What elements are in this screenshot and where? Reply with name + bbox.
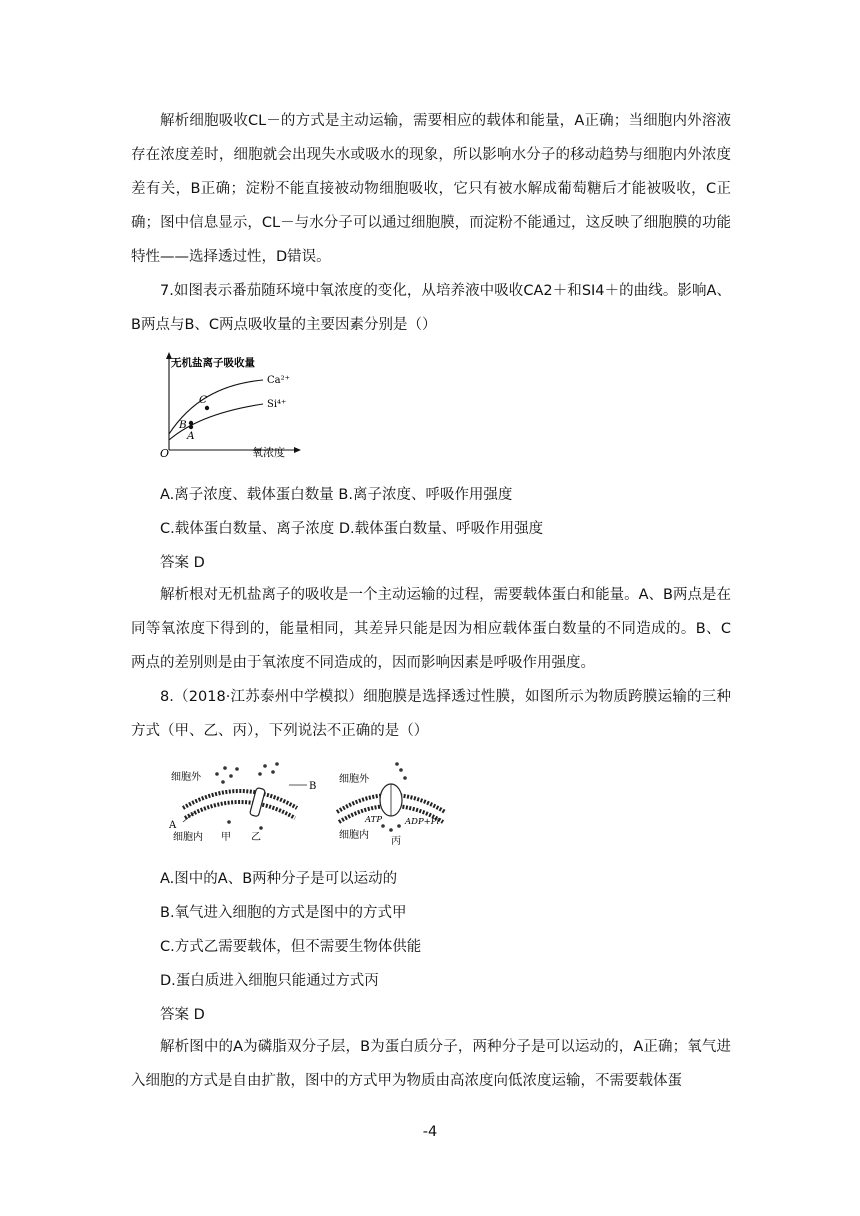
label-adp: ADP+Pi (405, 817, 440, 827)
origin-label: O (160, 447, 170, 460)
q8-membrane-transport-figure (165, 760, 465, 852)
page-number: -4 (422, 1124, 438, 1140)
channel-protein (250, 787, 266, 816)
q8-option-c: C.方式乙需要载体，但不需要生物体供能 (160, 939, 422, 955)
label-atp: ATP (365, 815, 383, 825)
q7-answer: 答案 D (160, 555, 205, 571)
left-molecules (215, 762, 279, 830)
q7-options-line-2: C.载体蛋白数量、离子浓度 D.载体蛋白数量、呼吸作用强度 (160, 521, 544, 537)
x-axis-label: 氧浓度 (252, 446, 285, 459)
left-membrane-inner (185, 802, 295, 818)
si-curve-label: Si⁴⁺ (267, 399, 287, 410)
inside-label-left: 细胞内 (173, 832, 203, 843)
q8-option-d: D.蛋白质进入细胞只能通过方式丙 (160, 973, 379, 989)
inside-label-right: 细胞内 (339, 830, 369, 841)
label-bing: 丙 (391, 836, 401, 847)
q7-oxygen-uptake-figure (155, 350, 305, 466)
question-7-stem: 7.如图表示番茄随环境中氧浓度的变化，从培养液中吸收CA2＋和SI4＋的曲线。影响A、B两点与B、C两点吸收量的主要因素分别是（） (131, 283, 731, 333)
q7-options-line-1: A.离子浓度、载体蛋白数量 B.离子浓度、呼吸作用强度 (160, 487, 513, 503)
point-c (205, 406, 209, 410)
label-b: B (309, 781, 317, 792)
q8-option-b: B.氧气进入细胞的方式是图中的方式甲 (160, 905, 407, 921)
q8-answer: 答案 D (160, 1007, 205, 1023)
point-a-label: A (187, 430, 195, 442)
x-axis-arrow (294, 447, 301, 453)
q8-option-a: A.图中的A、B两种分子是可以运动的 (160, 871, 398, 887)
left-membrane-outer (183, 791, 297, 808)
outside-label-right: 细胞外 (339, 774, 369, 785)
point-c-label: C (199, 394, 208, 406)
label-a: A (169, 820, 177, 831)
q7-analysis: 解析根对无机盐离子的吸收是一个主动运输的过程，需要载体蛋白和能量。A、B两点是在同等氧浓度下得到的，能量相同，其差异只能是因为相应载体蛋白数量的不同造成的。B、C两点的差别则是由于氧浓度不同造成的，因而影响因素是呼吸作用强度。 (131, 587, 731, 671)
label-jia: 甲 (221, 832, 231, 843)
q8-analysis: 解析图中的A为磷脂双分子层，B为蛋白质分子，两种分子是可以运动的，A正确；氧气进入细胞的方式是自由扩散，图中的方式甲为物质由高浓度向低浓度运输，不需要载体蛋 (131, 1039, 731, 1089)
question-8-stem: 8.（2018·江苏泰州中学模拟）细胞膜是选择透过性膜，如图所示为物质跨膜运输的三种方式（甲、乙、丙），下列说法不正确的是（） (131, 689, 731, 739)
point-b-label: B (179, 419, 187, 431)
analysis-paragraph-q6: 解析细胞吸收CL－的方式是主动运输，需要相应的载体和能量，A正确；当细胞内外溶液存在浓度差时，细胞就会出现失水或吸水的现象，所以影响水分子的移动趋势与细胞内外浓度差有关，B正确；淀粉不能直接被动物细胞吸收，它只有被水解成葡萄糖后才能被吸收，C正确；图中信息显示，CL－与水分子可以通过细胞膜，而淀粉不能通过，这反映了细胞膜的功能特性——选择透过性，D错误。 (131, 113, 731, 265)
ca-curve-label: Ca²⁺ (267, 375, 290, 386)
point-a (189, 425, 193, 429)
point-b (189, 421, 193, 425)
y-axis-label: 无机盐离子吸收量 (171, 357, 255, 369)
outside-label-left: 细胞外 (171, 772, 201, 783)
label-yi: 乙 (251, 832, 261, 843)
